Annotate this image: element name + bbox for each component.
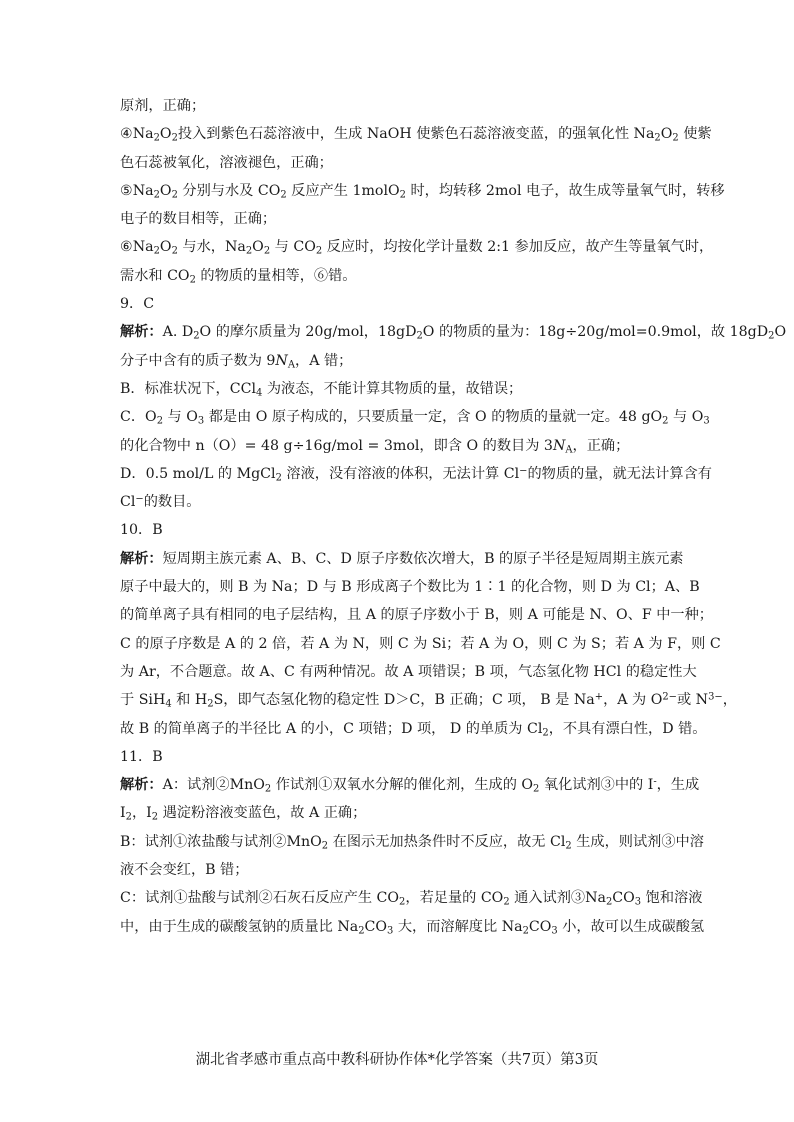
text-line: 的化合物中 n（O）= 48 g÷16g/mol = 3mol，即含 O 的数目为 $3N_A$，正确； [120, 437, 630, 456]
text-line: $I_2$，$I_2$ 遇淀粉溶液变蓝色，故 A 正确； [120, 805, 367, 823]
text-line: C．$O_2$ 与 $O_3$ 都是由 O 原子构成的，只要质量一定，含 O 的物质的量就一定。48 $gO_2$ 与 $O_3$ [120, 409, 710, 427]
text-line: 9．C [120, 296, 155, 313]
text-line: C：试剂①盐酸与试剂②石灰石反应产生 $CO_2$，若足量的 $CO_2$ 通入试剂$③Na_2CO_3$ 饱和溶液 [120, 890, 703, 908]
text-line: 液不会变红，B 错； [120, 862, 249, 879]
text-line: 电子的数目相等，正确； [120, 211, 277, 228]
text-line: 需水和 $CO_2$ 的物质的量相等，⑥错。 [120, 267, 357, 286]
text-line: B．标准状况下，CCl$_4$ 为液态，不能计算其物质的量，故错误； [120, 380, 523, 399]
text-line: Cl−的数目。 [120, 493, 201, 511]
text-line: 解析：A：试剂②MnO$_2$ 作试剂①双氧水分解的催化剂，生成的 $O_2$ 氧化试剂③中的 I-，生成 [120, 776, 700, 795]
text-line: 中，由于生成的碳酸氢钠的质量比 $Na_2CO_3$ 大，而溶解度比 $Na_2CO_3$ 小，故可以生成碳酸氢 [120, 918, 705, 937]
text-line: 原剂，正确； [120, 98, 206, 114]
text-line: $④Na_2O_2$投入到紫色石蕊溶液中，生成 NaOH 使紫色石蕊溶液变蓝，的强氧化性 $Na_2O_2$ 使紫 [120, 126, 712, 144]
text-line: 分子中含有的质子数为 $9N_A$，A 错； [120, 352, 353, 371]
answer-body [120, 92, 787, 941]
text-line: 解析：短周期主族元素 A、B、C、D 原子序数依次增大，B 的原子半径是短周期主族元素 [120, 550, 684, 567]
text-line: 解析：A. $D_2O$ 的摩尔质量为 20g/mol，$18gD_2O$ 的物质的量为：18g÷20g/mol=0.9mol，故 $18gD_2O$ [120, 324, 787, 342]
text-line: 故 B 的简单离子的半径比 A 的小，C 项错；D 项， D 的单质为 $Cl_2$，不具有漂白性，D 错。 [120, 720, 707, 739]
text-line: D．0.5 mol/L 的 MgCl$_2$ 溶液，没有溶液的体积，无法计算 Cl−的物质的量，就无法计算含有 [120, 465, 712, 484]
text-line: $⑤Na_2O_2$ 分别与水及 $CO_2$ 反应产生 1molO$_2$ 时，均转移 2mol 电子，故生成等量氧气时，转移 [120, 182, 725, 201]
page-footer: 湖北省孝感市重点高中教科研协作体*化学答案（共7页）第3页 [195, 1052, 599, 1068]
text-line: 色石蕊被氧化，溶液褪色，正确； [120, 154, 333, 171]
text-line: B：试剂①浓盐酸与试剂②MnO$_2$ 在图示无加热条件时不反应，故无 $Cl_2$ 生成，则试剂③中溶 [120, 833, 704, 852]
text-line: 的简单离子具有相同的电子层结构，且 A 的原子序数小于 B，则 A 可能是 N、O、F 中一种； [120, 607, 713, 624]
text-line: 原子中最大的，则 B 为 Na；D 与 B 形成离子个数比为 1∶1 的化合物，则 D 为 Cl；A、B [120, 579, 700, 596]
text-line: 10．B [120, 522, 163, 539]
text-line: 11．B [120, 748, 163, 765]
text-line: $⑥Na_2O_2$ 与水，$Na_2O_2$ 与 $CO_2$ 反应时，均按化学计量数 2:1 参加反应，故产生等量氧气时， [120, 239, 714, 257]
text-line: 为 Ar，不合题意。故 A、C 有两种情况。故 A 项错误；B 项，气态氢化物 HCl 的稳定性大 [120, 663, 697, 680]
text-line: C 的原子序数是 A 的 2 倍，若 A 为 N，则 C 为 Si；若 A 为 O，则 C 为 S；若 A 为 F，则 C [120, 635, 721, 652]
text-line: 于 SiH$_4$ 和 $H_2S$，即气态氢化物的稳定性 D＞C，B 正确；C 项， B 是 Na+，A 为 $O^{2-}$或 $N^{3-}$， [120, 691, 737, 710]
